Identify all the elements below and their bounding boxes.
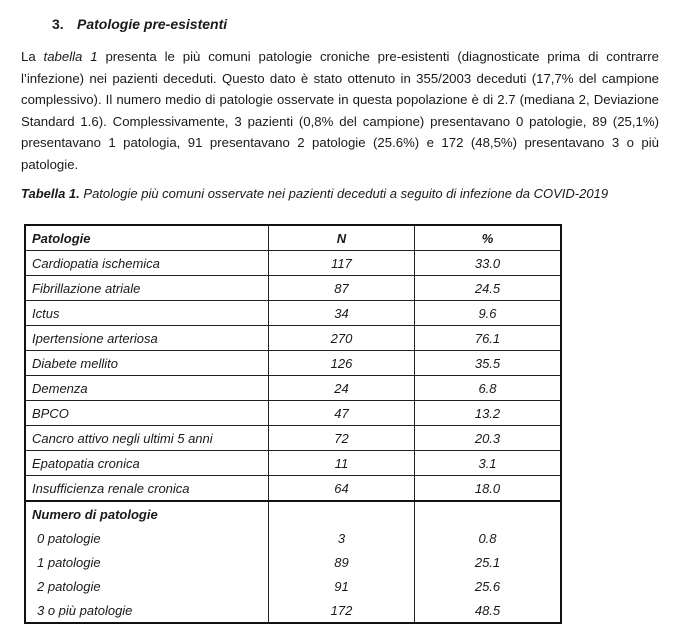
cell-pathology: Diabete mellito xyxy=(25,351,269,376)
section-title: Patologie pre-esistenti xyxy=(77,16,228,32)
table-row xyxy=(25,376,561,401)
cell-percent: 35.5 xyxy=(415,351,562,376)
cell-n: 270 xyxy=(269,326,415,351)
cell-pathology: Cardiopatia ischemica xyxy=(25,251,269,276)
table-row xyxy=(25,526,561,550)
cell-percent: 48.5 xyxy=(415,598,562,623)
cell-pathology: Cancro attivo negli ultimi 5 anni xyxy=(25,426,269,451)
table-caption xyxy=(21,186,608,201)
caption-text: Patologie più comuni osservate nei pazienti deceduti a seguito di infezione da COVID-2019 xyxy=(79,186,609,201)
cell-n: 91 xyxy=(269,574,415,598)
cell-n: 3 xyxy=(269,526,415,550)
paragraph-body: presenta le più comuni patologie croniche pre-esistenti (diagnosticate prima di contrarre l’infezione) nei pazienti deceduti. Questo dato è stato ottenuto in 355/2003 deceduti (17,7% del campione complessivo). Il numero medio di patologie osservate in questa popolazione è di 2.7 (mediana 2, Deviazione Standard 1.6). Complessivamente, 3 pazienti (0,8% del campione) presentavano 0 patologie, 89 (25,1%) presentavano 1 patologia, 91 presentavano 2 patologie (25.6%) e 172 (48,5%) presentavano 3 o più patologie. xyxy=(21,49,659,172)
cell-n xyxy=(269,501,415,526)
cell-pathology: Ictus xyxy=(25,301,269,326)
cell-n: 24 xyxy=(269,376,415,401)
table-row xyxy=(25,426,561,451)
cell-n: 72 xyxy=(269,426,415,451)
cell-pathology: Fibrillazione atriale xyxy=(25,276,269,301)
cell-pathology: Epatopatia cronica xyxy=(25,451,269,476)
table-row xyxy=(25,401,561,426)
cell-pathology: 2 patologie xyxy=(25,574,269,598)
table-row xyxy=(25,476,561,502)
cell-n: 89 xyxy=(269,550,415,574)
cell-percent: 3.1 xyxy=(415,451,562,476)
cell-pathology: BPCO xyxy=(25,401,269,426)
cell-n: 87 xyxy=(269,276,415,301)
cell-pathology: Ipertensione arteriosa xyxy=(25,326,269,351)
table-row xyxy=(25,451,561,476)
cell-n: 64 xyxy=(269,476,415,502)
caption-label: Tabella 1. xyxy=(21,186,80,201)
cell-n: 117 xyxy=(269,251,415,276)
cell-percent: 76.1 xyxy=(415,326,562,351)
table-row xyxy=(25,301,561,326)
cell-percent: 24.5 xyxy=(415,276,562,301)
cell-percent: 9.6 xyxy=(415,301,562,326)
paragraph-prefix: La xyxy=(21,49,44,64)
group-header-row xyxy=(25,501,561,526)
cell-pathology: 1 patologie xyxy=(25,550,269,574)
table-row xyxy=(25,351,561,376)
cell-percent: 6.8 xyxy=(415,376,562,401)
cell-n: 172 xyxy=(269,598,415,623)
table-row xyxy=(25,326,561,351)
table-row xyxy=(25,550,561,574)
cell-percent: 33.0 xyxy=(415,251,562,276)
cell-pathology: Demenza xyxy=(25,376,269,401)
group-title: Numero di patologie xyxy=(25,501,269,526)
header-n: N xyxy=(269,225,415,251)
table-row xyxy=(25,598,561,623)
cell-percent: 20.3 xyxy=(415,426,562,451)
cell-pathology: 3 o più patologie xyxy=(25,598,269,623)
cell-n: 47 xyxy=(269,401,415,426)
body-paragraph xyxy=(21,46,659,176)
cell-percent: 25.1 xyxy=(415,550,562,574)
cell-percent xyxy=(415,501,562,526)
section-number: 3. xyxy=(52,16,64,32)
table-row xyxy=(25,574,561,598)
cell-pathology: 0 patologie xyxy=(25,526,269,550)
cell-percent: 0.8 xyxy=(415,526,562,550)
section-heading xyxy=(52,16,227,32)
table-reference: tabella 1 xyxy=(43,49,98,64)
cell-percent: 18.0 xyxy=(415,476,562,502)
cell-n: 126 xyxy=(269,351,415,376)
cell-percent: 13.2 xyxy=(415,401,562,426)
table-row xyxy=(25,276,561,301)
cell-pathology: Insufficienza renale cronica xyxy=(25,476,269,502)
pathologies-table xyxy=(24,224,562,624)
cell-n: 11 xyxy=(269,451,415,476)
table-row xyxy=(25,251,561,276)
cell-n: 34 xyxy=(269,301,415,326)
table-header-row xyxy=(25,225,561,251)
header-pathology: Patologie xyxy=(25,225,269,251)
cell-percent: 25.6 xyxy=(415,574,562,598)
header-percent: % xyxy=(415,225,562,251)
